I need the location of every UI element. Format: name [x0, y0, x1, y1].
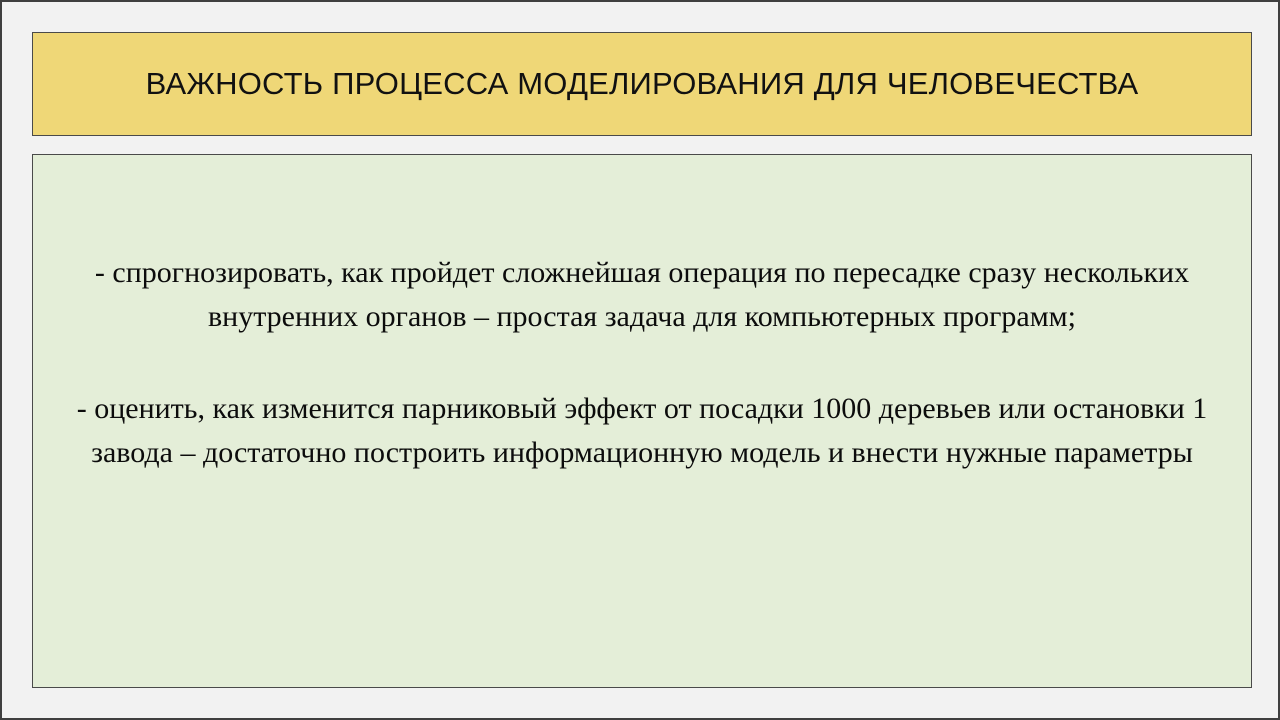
page-title: ВАЖНОСТЬ ПРОЦЕССА МОДЕЛИРОВАНИЯ ДЛЯ ЧЕЛОВЕЧЕСТВА	[145, 66, 1139, 101]
slide-content-box	[32, 154, 1252, 688]
bullet-paragraph-2: - оценить, как изменится парниковый эффект от посадки 1000 деревьев или остановки 1 завода – достаточно построить информационную модель и внести нужные параметры	[76, 392, 1208, 469]
slide-title-box	[32, 32, 1252, 136]
bullet-paragraph-1: - спрогнозировать, как пройдет сложнейшая операция по пересадке сразу нескольких внутренних органов – простая задача для компьютерных программ;	[94, 256, 1190, 333]
